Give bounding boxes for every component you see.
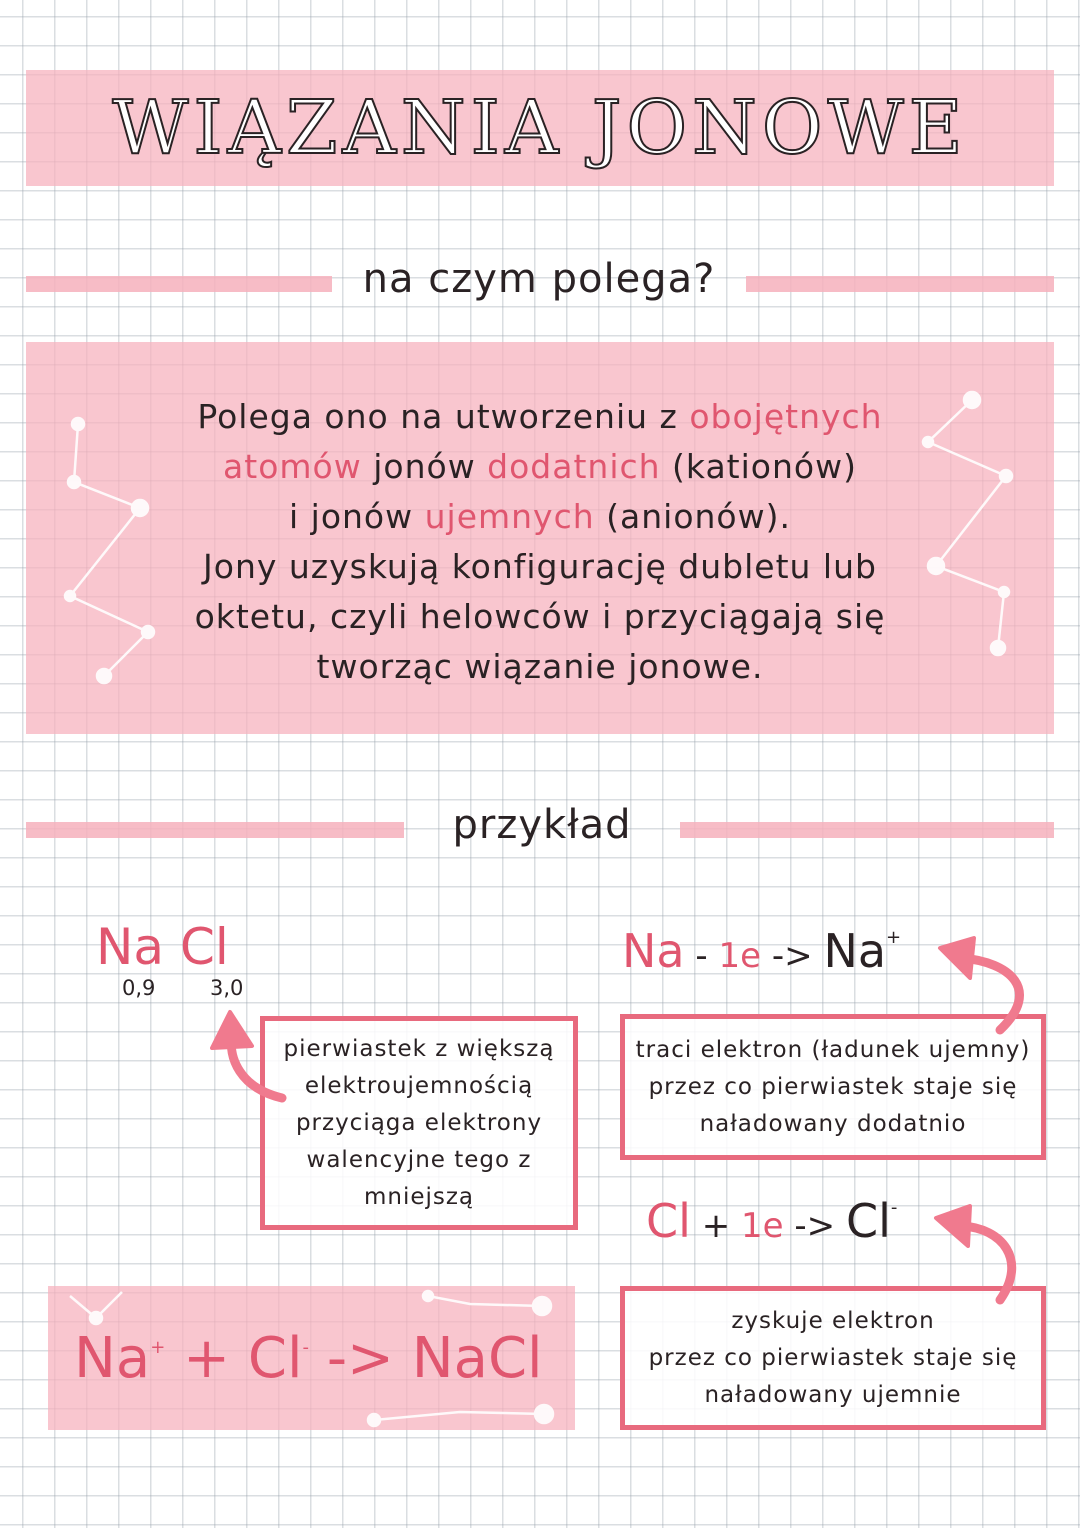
explanation-box-anion: zyskuje elektron przez co pierwiastek staje się naładowany ujemnie (620, 1286, 1046, 1430)
definition-line-2: atomów jonów dodatnich (kationów) (223, 447, 857, 486)
definition-line-6: tworząc wiązanie jonowe. (316, 647, 764, 686)
cl-electronegativity: 3,0 (210, 976, 244, 1000)
summary-reaction: Na+ + Cl- -> NaCl (74, 1326, 543, 1391)
nacl-formula: Na Cl (96, 918, 229, 976)
sodium-ionization-equation: Na - 1e -> Na+ (622, 924, 902, 978)
explanation-box-cation: traci elektron (ładunek ujemny) przez co pierwiastek staje się naładowany dodatnio (620, 1014, 1046, 1160)
constellation-summary-icon (70, 1291, 553, 1426)
definition-line-5: oktetu, czyli helowców i przyciągają się (194, 597, 886, 636)
curved-arrow-left-icon (212, 1012, 282, 1098)
chlorine-ionization-equation: Cl + 1e -> Cl- (646, 1194, 898, 1248)
section-heading-definition: na czym polega? (362, 256, 716, 302)
constellation-right-icon (923, 392, 1012, 655)
constellation-left-icon (65, 418, 154, 683)
definition-line-4: Jony uzyskują konfigurację dubletu lub (203, 547, 877, 586)
definition-line-3: i jonów ujemnych (anionów). (289, 497, 791, 536)
definition-line-1: Polega ono na utworzeniu z obojętnych (197, 397, 883, 436)
curved-arrow-cl-icon (936, 1206, 1012, 1300)
explanation-box-electronegativity: pierwiastek z większą elektroujemnością przyciąga elektrony walencyjne tego z mniejszą (260, 1016, 578, 1230)
section-heading-example: przykład (452, 802, 632, 848)
page-title: WIĄZANIA JONOWE (112, 85, 968, 171)
curved-arrow-na-icon (940, 938, 1019, 1030)
na-electronegativity: 0,9 (122, 976, 156, 1000)
